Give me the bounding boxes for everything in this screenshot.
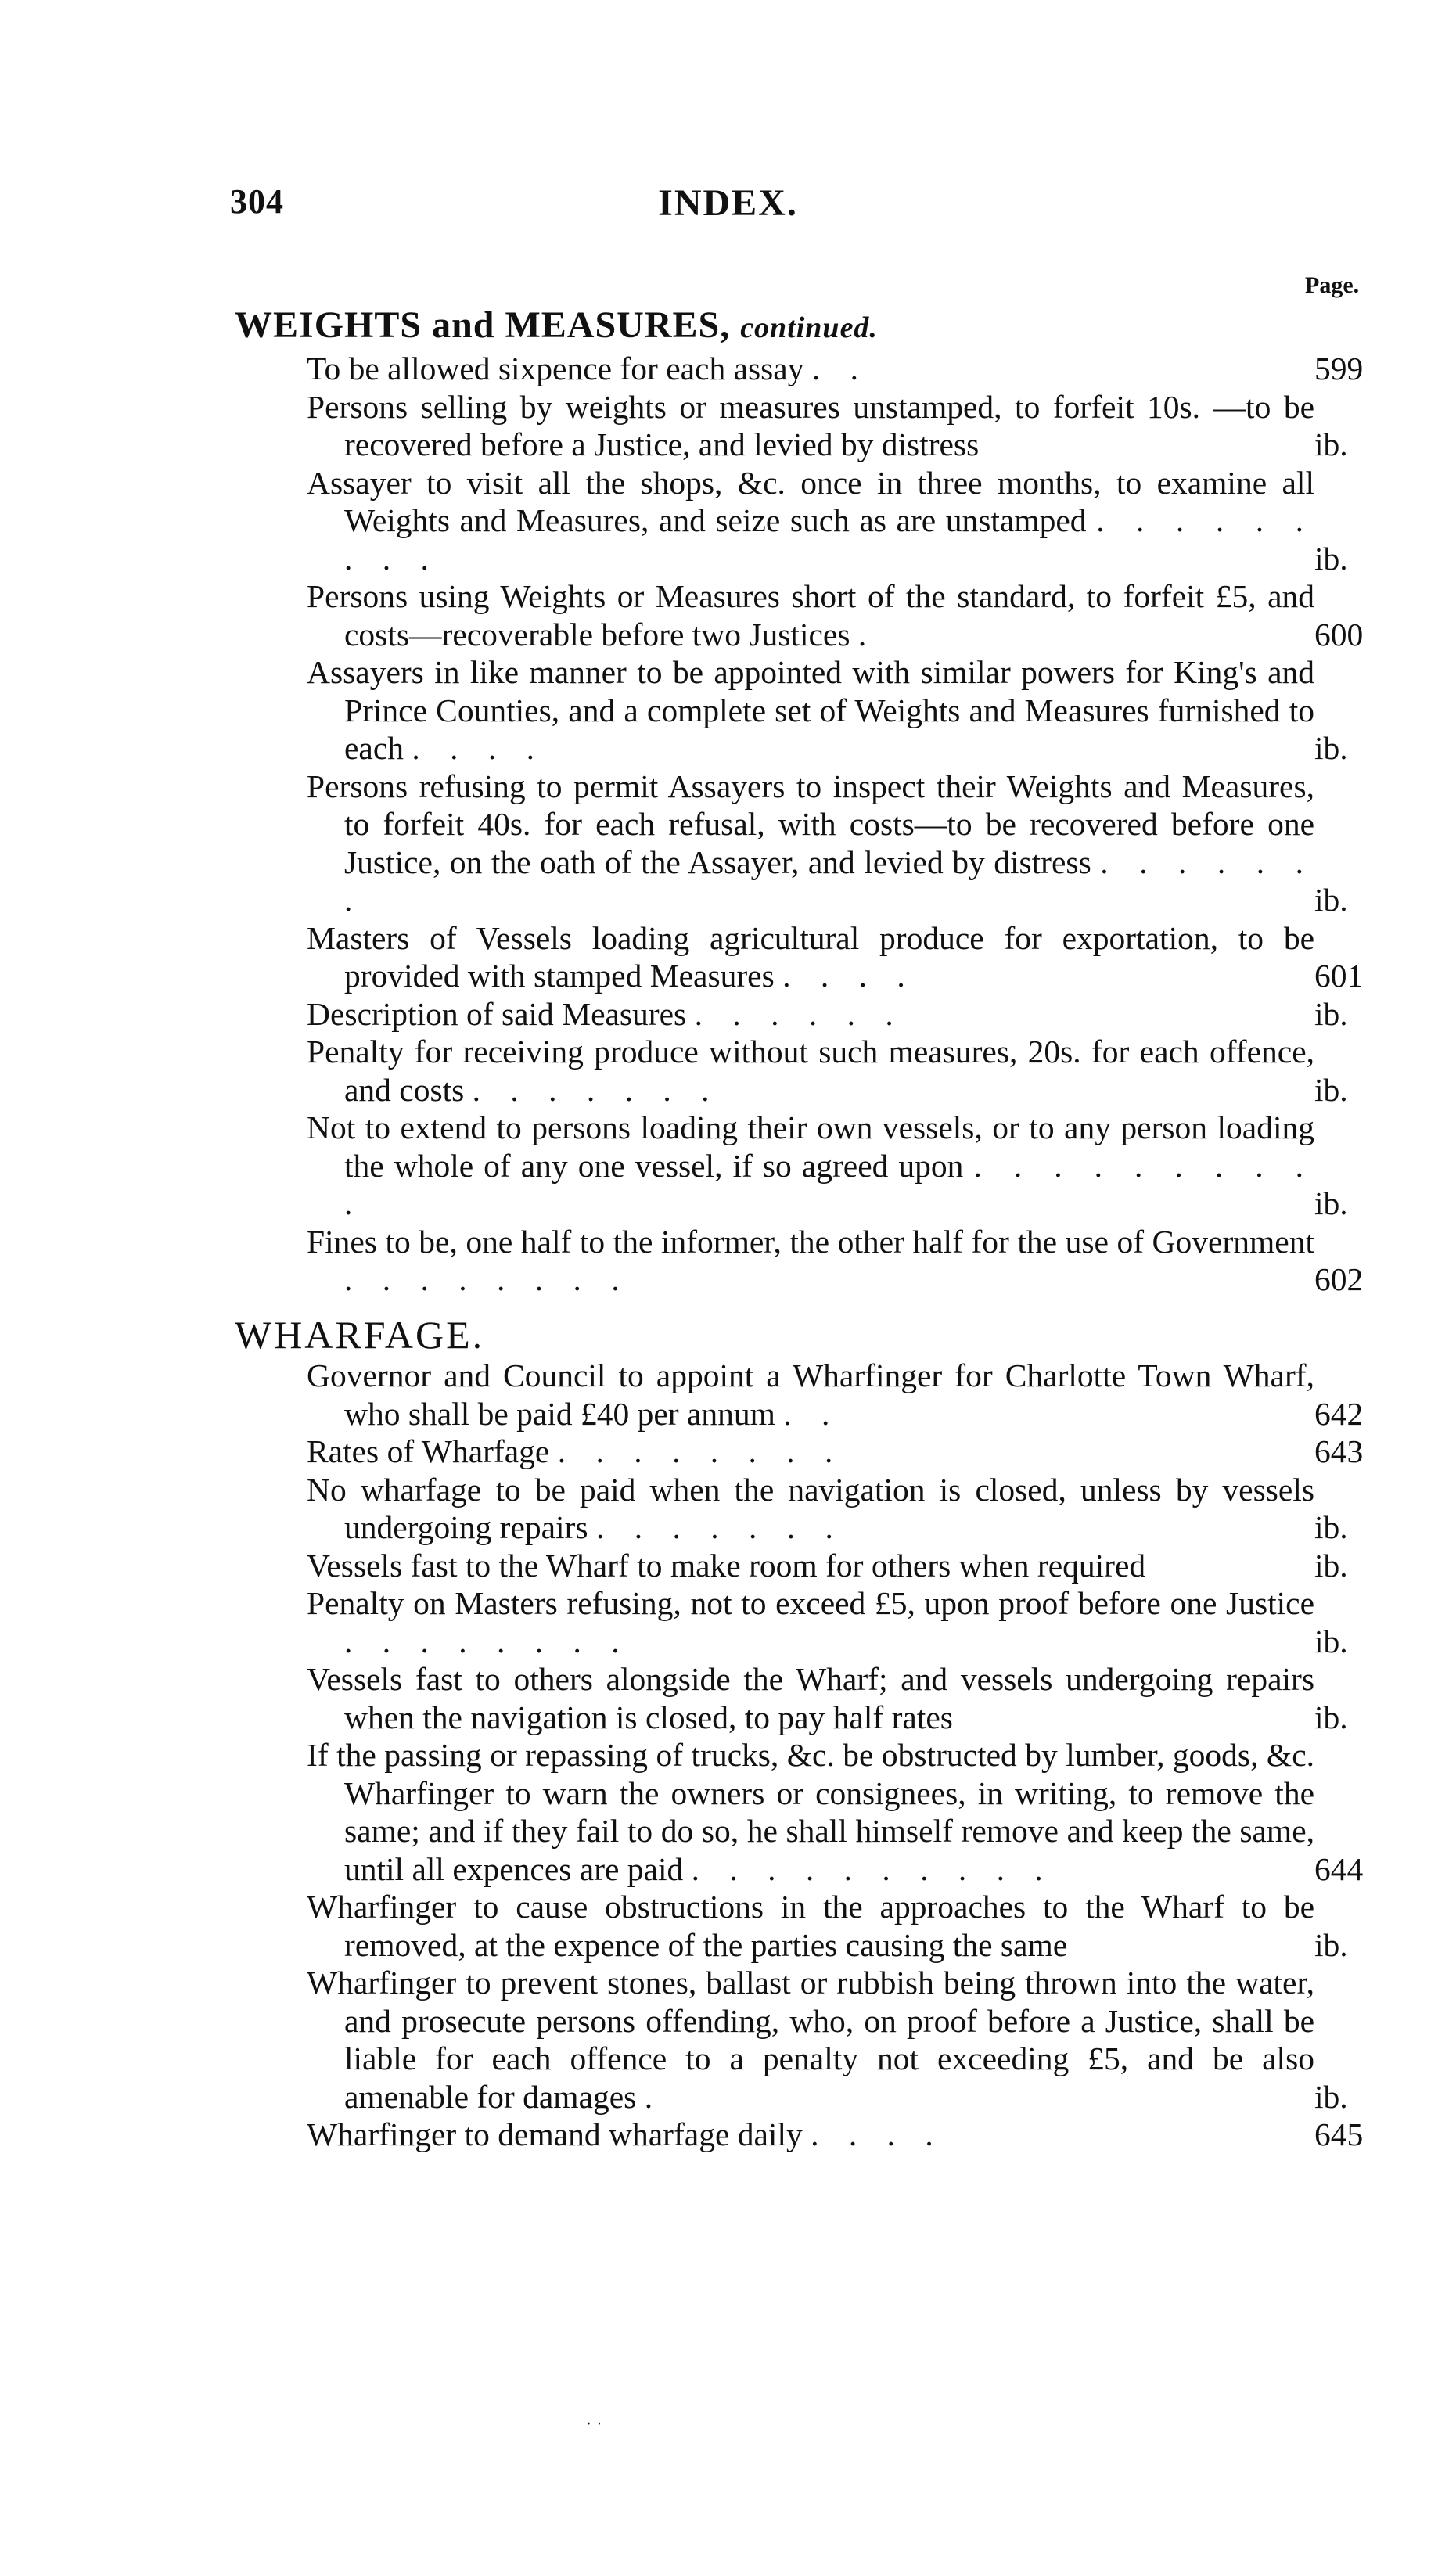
section-weights-measures (235, 304, 1377, 1299)
entry-page-ref: ib. (1314, 1623, 1348, 1659)
page-column-label: Page. (1305, 272, 1360, 298)
entry-page-ref: 645 (1314, 2116, 1364, 2152)
index-entry: Description of said Measures . . . . . . ib. (235, 995, 1377, 1034)
index-entry: Governor and Council to appoint a Wharfinger for Charlotte Town Wharf, who shall be paid £40 per annum . . 642 (235, 1357, 1377, 1433)
page-title: INDEX. (658, 182, 798, 224)
index-entry: Persons refusing to permit Assayers to inspect their Weights and Measures, to forfeit 40s. for each refusal, with costs—to be recovered before one Justice, on the oath of the Assayer, and levied by distress . . . . . . . ib. (235, 768, 1377, 919)
entry-page-ref: 599 (1314, 351, 1364, 386)
index-entry: Masters of Vessels loading agricultural produce for exportation, to be provided with stamped Measures . . . . 601 (235, 919, 1377, 995)
entry-page-ref: ib. (1314, 1509, 1348, 1545)
index-entry: Persons using Weights or Measures short of the standard, to forfeit £5, and costs—recoverable before two Justices . 600 (235, 577, 1377, 653)
index-entry: Wharfinger to demand wharfage daily . . . . 645 (235, 2116, 1377, 2154)
entry-page-ref: 602 (1314, 1261, 1364, 1297)
section-title: WHARFAGE. (235, 1313, 485, 1357)
entry-page-ref: ib. (1314, 2078, 1348, 2115)
entry-page-ref: ib. (1314, 1926, 1348, 1963)
entry-page-ref: 642 (1314, 1395, 1364, 1432)
index-entry: Penalty on Masters refusing, not to exceed £5, upon proof before one Justice . . . . . . . . ib. (235, 1584, 1377, 1660)
index-entry: If the passing or repassing of trucks, &c. be obstructed by lumber, goods, &c. Wharfinger to warn the owners or consignees, in writing, to remove the same; and if they fail to do so, he shall himself remove and keep the same, until all expences are paid . . . . . . . . . . 644 (235, 1736, 1377, 1888)
entry-page-ref: ib. (1314, 1699, 1348, 1735)
entry-page-ref: ib. (1314, 426, 1348, 462)
section-title: WEIGHTS and MEASURES, (235, 304, 731, 346)
entry-page-ref: ib. (1314, 1185, 1348, 1221)
index-entry: Vessels fast to the Wharf to make room for others when required ib. (235, 1547, 1377, 1585)
paper-specks: · · (587, 2418, 602, 2431)
index-entry: No wharfage to be paid when the navigation is closed, unless by vessels undergoing repairs . . . . . . . ib. (235, 1471, 1377, 1547)
entry-page-ref: ib. (1314, 540, 1348, 577)
entry-page-ref: 601 (1314, 958, 1364, 994)
index-entry: To be allowed sixpence for each assay . . 599 (235, 350, 1377, 388)
section-wharfage (235, 1313, 1377, 2154)
index-entry: Assayers in like manner to be appointed with similar powers for King's and Prince Counties, and a complete set of Weights and Measures furnished to each . . . . ib. (235, 653, 1377, 768)
index-entry: Persons selling by weights or measures unstamped, to forfeit 10s. —to be recovered before a Justice, and levied by distress ib. (235, 388, 1377, 464)
index-entry: Assayer to visit all the shops, &c. once in three months, to examine all Weights and Measures, and seize such as are unstamped . . . . . . . . . ib. (235, 464, 1377, 578)
entry-page-ref: 644 (1314, 1850, 1364, 1887)
index-entry: Not to extend to persons loading their own vessels, or to any person loading the whole of any one vessel, if so agreed upon . . . . . . . . . . ib. (235, 1109, 1377, 1223)
entry-page-ref: ib. (1314, 1547, 1348, 1584)
entry-page-ref: 600 (1314, 616, 1364, 653)
entry-page-ref: ib. (1314, 995, 1348, 1032)
index-entry: Fines to be, one half to the informer, the other half for the use of Government . . . . . . . . 602 (235, 1223, 1377, 1299)
entry-page-ref: 643 (1314, 1433, 1364, 1469)
entry-page-ref: ib. (1314, 1071, 1348, 1108)
section-heading (235, 304, 1377, 350)
index-entry: Wharfinger to cause obstructions in the approaches to the Wharf to be removed, at the expence of the parties causing the same ib. (235, 1888, 1377, 1964)
entry-page-ref: ib. (1314, 730, 1348, 766)
index-entry: Vessels fast to others alongside the Wharf; and vessels undergoing repairs when the navigation is closed, to pay half rates ib. (235, 1660, 1377, 1736)
entry-page-ref: ib. (1314, 882, 1348, 918)
page-number: 304 (230, 182, 284, 221)
index-entry: Rates of Wharfage . . . . . . . . 643 (235, 1433, 1377, 1471)
index-entry: Wharfinger to prevent stones, ballast or rubbish being thrown into the water, and prosecute persons offending, who, on proof before a Justice, shall be liable for each offence to a penalty not exceeding £5, and be also amenable for damages . ib. (235, 1964, 1377, 2116)
index-entry: Penalty for receiving produce without such measures, 20s. for each offence, and costs . . . . . . . ib. (235, 1033, 1377, 1109)
section-title-note: continued. (740, 311, 878, 344)
